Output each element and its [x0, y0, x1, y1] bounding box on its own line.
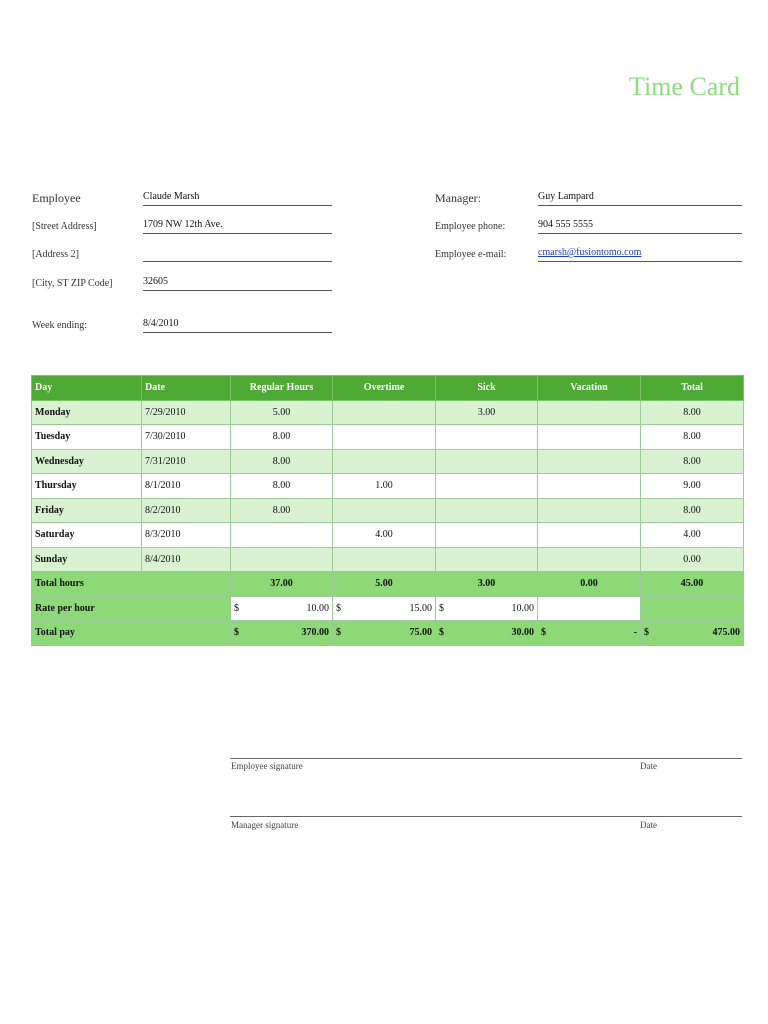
table-row: [32, 523, 744, 548]
page-title: Time Card: [629, 72, 740, 101]
manager-signature-date-label: Date: [640, 820, 657, 830]
regular-hours-cell[interactable]: 5.00: [231, 400, 333, 425]
regular-hours-cell[interactable]: 8.00: [231, 449, 333, 474]
overtime-rate-value: 15.00: [409, 602, 432, 614]
regular-pay-cell: [231, 621, 333, 646]
table-row: [32, 474, 744, 499]
date-cell[interactable]: 8/2/2010: [142, 498, 231, 523]
sick-cell[interactable]: 3.00: [436, 400, 538, 425]
sick-pay-cell: [436, 621, 538, 646]
header-regular-hours: Regular Hours: [231, 376, 333, 401]
sick-cell[interactable]: [436, 425, 538, 450]
total-overtime-hours: 5.00: [333, 572, 436, 597]
overtime-cell[interactable]: [333, 449, 436, 474]
total-cell: 9.00: [641, 474, 744, 499]
regular-hours-cell[interactable]: 8.00: [231, 425, 333, 450]
table-row: [32, 547, 744, 572]
total-regular-hours: 37.00: [231, 572, 333, 597]
currency-symbol: $: [644, 627, 649, 639]
header-total: Total: [641, 376, 744, 401]
total-cell: 0.00: [641, 547, 744, 572]
total-pay-row: [32, 621, 744, 646]
sick-cell[interactable]: [436, 449, 538, 474]
vacation-pay-value: -: [633, 627, 637, 639]
day-cell: Friday: [32, 498, 142, 523]
currency-symbol: $: [541, 627, 546, 639]
sick-cell[interactable]: [436, 474, 538, 499]
employee-email-link[interactable]: cmarsh@fusiontomo.com: [538, 246, 742, 262]
total-rate-cell: [641, 596, 744, 621]
grand-total-hours: 45.00: [641, 572, 744, 597]
date-cell[interactable]: 8/3/2010: [142, 523, 231, 548]
grand-total-pay-cell: [641, 621, 744, 646]
sick-cell[interactable]: [436, 523, 538, 548]
street-address-label: [Street Address]: [32, 221, 97, 232]
day-cell: Saturday: [32, 523, 142, 548]
sick-rate-cell[interactable]: [436, 596, 538, 621]
header-overtime: Overtime: [333, 376, 436, 401]
total-sick-hours: 3.00: [436, 572, 538, 597]
total-cell: 4.00: [641, 523, 744, 548]
address2-field[interactable]: [143, 246, 332, 262]
employee-label: Employee: [32, 191, 81, 205]
vacation-cell[interactable]: [538, 498, 641, 523]
employee-signature-label: Employee signature: [231, 761, 303, 771]
currency-symbol: $: [234, 602, 239, 614]
regular-rate-cell[interactable]: [231, 596, 333, 621]
overtime-pay-cell: [333, 621, 436, 646]
street-address-field[interactable]: 1709 NW 12th Ave.: [143, 218, 332, 234]
table-header-row: [32, 376, 744, 401]
regular-pay-value: 370.00: [301, 627, 329, 639]
vacation-cell[interactable]: [538, 523, 641, 548]
table-row: [32, 449, 744, 474]
total-vacation-hours: 0.00: [538, 572, 641, 597]
total-hours-label: Total hours: [32, 572, 231, 597]
overtime-cell[interactable]: 4.00: [333, 523, 436, 548]
date-cell[interactable]: 7/29/2010: [142, 400, 231, 425]
grand-total-pay-value: 475.00: [712, 627, 740, 639]
rate-per-hour-row: [32, 596, 744, 621]
table-row: [32, 425, 744, 450]
table-row: [32, 400, 744, 425]
city-zip-label: [City, ST ZIP Code]: [32, 278, 113, 289]
rate-per-hour-label: Rate per hour: [32, 596, 231, 621]
date-cell[interactable]: 7/31/2010: [142, 449, 231, 474]
header-sick: Sick: [436, 376, 538, 401]
employee-signature-line[interactable]: [230, 758, 742, 759]
total-cell: 8.00: [641, 449, 744, 474]
vacation-cell[interactable]: [538, 474, 641, 499]
sick-rate-value: 10.00: [511, 602, 534, 614]
employee-email-label: Employee e-mail:: [435, 249, 507, 260]
currency-symbol: $: [336, 602, 341, 614]
overtime-rate-cell[interactable]: [333, 596, 436, 621]
sick-pay-value: 30.00: [511, 627, 534, 639]
regular-hours-cell[interactable]: 8.00: [231, 498, 333, 523]
sick-cell[interactable]: [436, 498, 538, 523]
currency-symbol: $: [336, 627, 341, 639]
employee-phone-field[interactable]: 904 555 5555: [538, 218, 742, 234]
day-cell: Monday: [32, 400, 142, 425]
total-cell: 8.00: [641, 400, 744, 425]
regular-hours-cell[interactable]: [231, 523, 333, 548]
header-vacation: Vacation: [538, 376, 641, 401]
day-cell: Thursday: [32, 474, 142, 499]
sick-cell[interactable]: [436, 547, 538, 572]
currency-symbol: $: [439, 602, 444, 614]
day-cell: Tuesday: [32, 425, 142, 450]
total-cell: 8.00: [641, 425, 744, 450]
vacation-cell[interactable]: [538, 547, 641, 572]
currency-symbol: $: [234, 627, 239, 639]
week-ending-label: Week ending:: [32, 320, 88, 331]
manager-label: Manager:: [435, 191, 481, 205]
header-day: Day: [32, 376, 142, 401]
overtime-cell[interactable]: [333, 425, 436, 450]
overtime-cell[interactable]: [333, 547, 436, 572]
date-cell[interactable]: 8/4/2010: [142, 547, 231, 572]
manager-signature-label: Manager signature: [231, 820, 299, 830]
vacation-cell[interactable]: [538, 425, 641, 450]
header-date: Date: [142, 376, 231, 401]
manager-signature-line[interactable]: [230, 816, 742, 817]
total-hours-row: [32, 572, 744, 597]
regular-hours-cell[interactable]: [231, 547, 333, 572]
overtime-cell[interactable]: 1.00: [333, 474, 436, 499]
employee-name-field[interactable]: Claude Marsh: [143, 190, 332, 206]
regular-rate-value: 10.00: [306, 602, 329, 614]
date-cell[interactable]: 7/30/2010: [142, 425, 231, 450]
week-ending-field[interactable]: 8/4/2010: [143, 317, 332, 333]
total-pay-label: Total pay: [32, 621, 231, 646]
overtime-cell[interactable]: [333, 400, 436, 425]
employee-signature-date-label: Date: [640, 761, 657, 771]
overtime-pay-value: 75.00: [409, 627, 432, 639]
vacation-cell[interactable]: [538, 449, 641, 474]
vacation-pay-cell: [538, 621, 641, 646]
day-cell: Wednesday: [32, 449, 142, 474]
city-zip-field[interactable]: 32605: [143, 275, 332, 291]
vacation-rate-cell[interactable]: [538, 596, 641, 621]
total-cell: 8.00: [641, 498, 744, 523]
vacation-cell[interactable]: [538, 400, 641, 425]
currency-symbol: $: [439, 627, 444, 639]
table-row: [32, 498, 744, 523]
day-cell: Sunday: [32, 547, 142, 572]
overtime-cell[interactable]: [333, 498, 436, 523]
manager-name-field[interactable]: Guy Lampard: [538, 190, 742, 206]
address2-label: [Address 2]: [32, 249, 79, 260]
regular-hours-cell[interactable]: 8.00: [231, 474, 333, 499]
employee-phone-label: Employee phone:: [435, 221, 506, 232]
timecard-table: [31, 375, 744, 646]
date-cell[interactable]: 8/1/2010: [142, 474, 231, 499]
